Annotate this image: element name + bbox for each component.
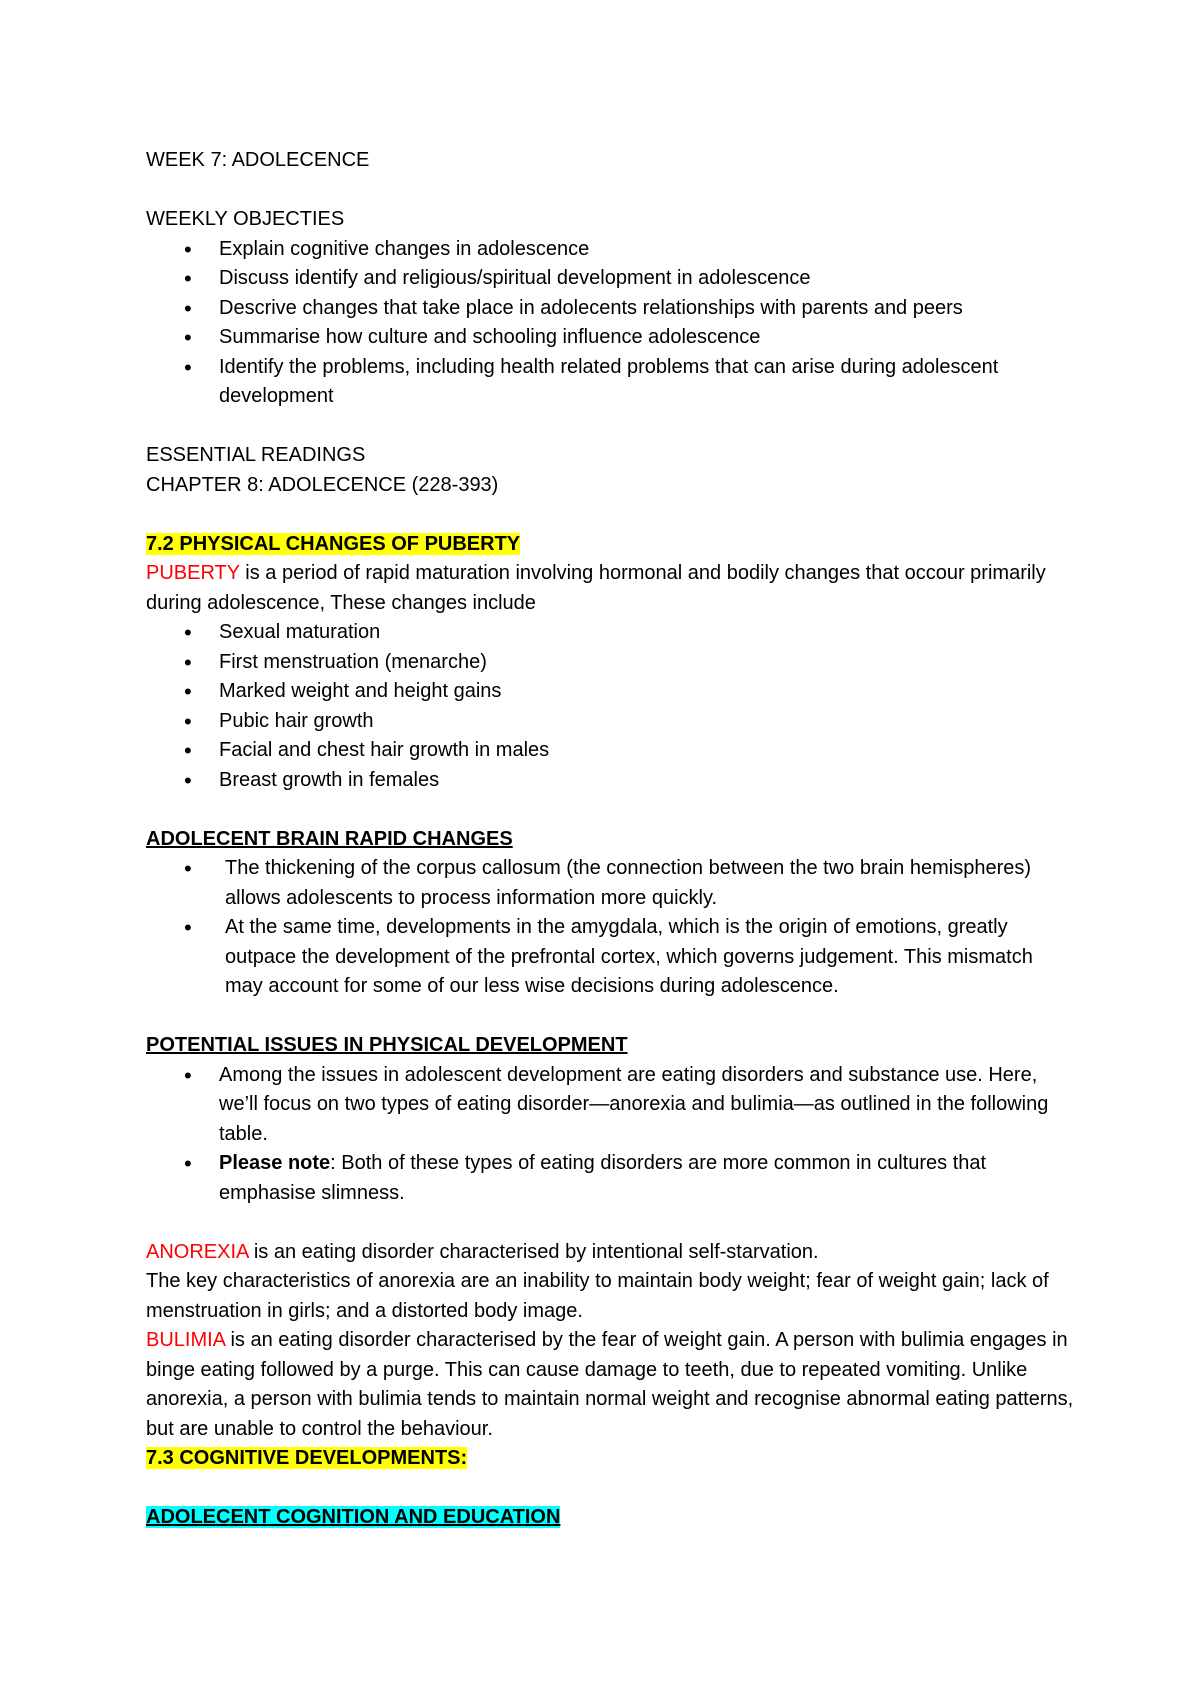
list-item: • Marked weight and height gains	[146, 677, 1076, 707]
bulimia-paragraph	[146, 1326, 1076, 1444]
list-item: • Breast growth in females	[146, 766, 1076, 796]
list-item: • First menstruation (menarche)	[146, 648, 1076, 678]
list-item: • Summarise how culture and schooling influence adolescence	[146, 323, 1076, 353]
cognitive-section	[146, 1444, 1076, 1474]
objectives-list	[146, 235, 1076, 412]
list-item: • Explain cognitive changes in adolescence	[146, 235, 1076, 265]
issues-heading: POTENTIAL ISSUES IN PHYSICAL DEVELOPMENT	[146, 1034, 628, 1056]
puberty-term: PUBERTY	[146, 562, 240, 584]
brain-list	[146, 854, 1076, 1002]
issues-section	[146, 1031, 1076, 1061]
brain-heading: ADOLECENT BRAIN RAPID CHANGES	[146, 827, 513, 850]
list-item: • At the same time, developments in the amygdala, which is the origin of emotions, greatly outpace the development of the prefrontal cortex, which governs judgement. This mismatch may account for some of our less wise decisions during adolescence.	[146, 913, 1076, 1002]
list-item: • Descrive changes that take place in adolecents relationships with parents and peers	[146, 294, 1076, 324]
list-item	[146, 1149, 1076, 1208]
bulimia-term: BULIMIA	[146, 1329, 225, 1351]
issues-list	[146, 1061, 1076, 1209]
cognition-education-heading: ADOLECENT COGNITION AND EDUCATION	[146, 1506, 561, 1528]
objectives-heading: WEEKLY OBJECTIES	[146, 208, 345, 230]
puberty-section	[146, 530, 1076, 560]
note-text: : Both of these types of eating disorders are more common in cultures that emphasise slimness.	[219, 1152, 987, 1204]
anorexia-term: ANOREXIA	[146, 1240, 249, 1263]
cognition-education-section	[146, 1503, 1076, 1533]
cognitive-heading: 7.3 COGNITIVE DEVELOPMENTS:	[146, 1447, 468, 1469]
list-item: • Facial and chest hair growth in males	[146, 736, 1076, 766]
list-item: • Pubic hair growth	[146, 707, 1076, 737]
list-item: • Identify the problems, including health related problems that can arise during adolescent development	[146, 353, 1076, 412]
page-title: WEEK 7: ADOLECENCE	[146, 149, 370, 171]
document-body	[146, 146, 1076, 1533]
bulimia-definition: is an eating disorder characterised by the fear of weight gain. A person with bulimia engages in binge eating followed by a purge. This can cause damage to teeth, due to repeated vomiting. Unlike anorexia, a person with bulimia tends to maintain normal weight and recognise abnormal eating patterns, but are unable to control the behaviour.	[146, 1329, 1074, 1440]
anorexia-characteristics: The key characteristics of anorexia are an inability to maintain body weight; fear of weight gain; lack of menstruation in girls; and a distorted body image.	[146, 1270, 1049, 1322]
list-item: • The thickening of the corpus callosum (the connection between the two brain hemispheres) allows adolescents to process information more quickly.	[146, 854, 1076, 913]
puberty-paragraph	[146, 559, 1076, 618]
puberty-list	[146, 618, 1076, 795]
list-item: • Sexual maturation	[146, 618, 1076, 648]
list-item: • Discuss identify and religious/spiritual development in adolescence	[146, 264, 1076, 294]
note-label: Please note	[219, 1152, 331, 1174]
list-item: • Among the issues in adolescent development are eating disorders and substance use. Here, we’ll focus on two types of eating disorder—anorexia and bulimia—as outlined in the following table.	[146, 1061, 1076, 1150]
readings-heading: ESSENTIAL READINGS	[146, 444, 366, 466]
anorexia-paragraph	[146, 1238, 1076, 1268]
readings-chapter: CHAPTER 8: ADOLECENCE (228-393)	[146, 473, 499, 496]
puberty-heading: 7.2 PHYSICAL CHANGES OF PUBERTY	[146, 532, 521, 555]
puberty-definition: is a period of rapid maturation involving hormonal and bodily changes that occour primarily during adolescence, These changes include	[146, 562, 1046, 614]
brain-section	[146, 825, 1076, 855]
anorexia-definition: is an eating disorder characterised by intentional self-starvation.	[248, 1240, 819, 1263]
